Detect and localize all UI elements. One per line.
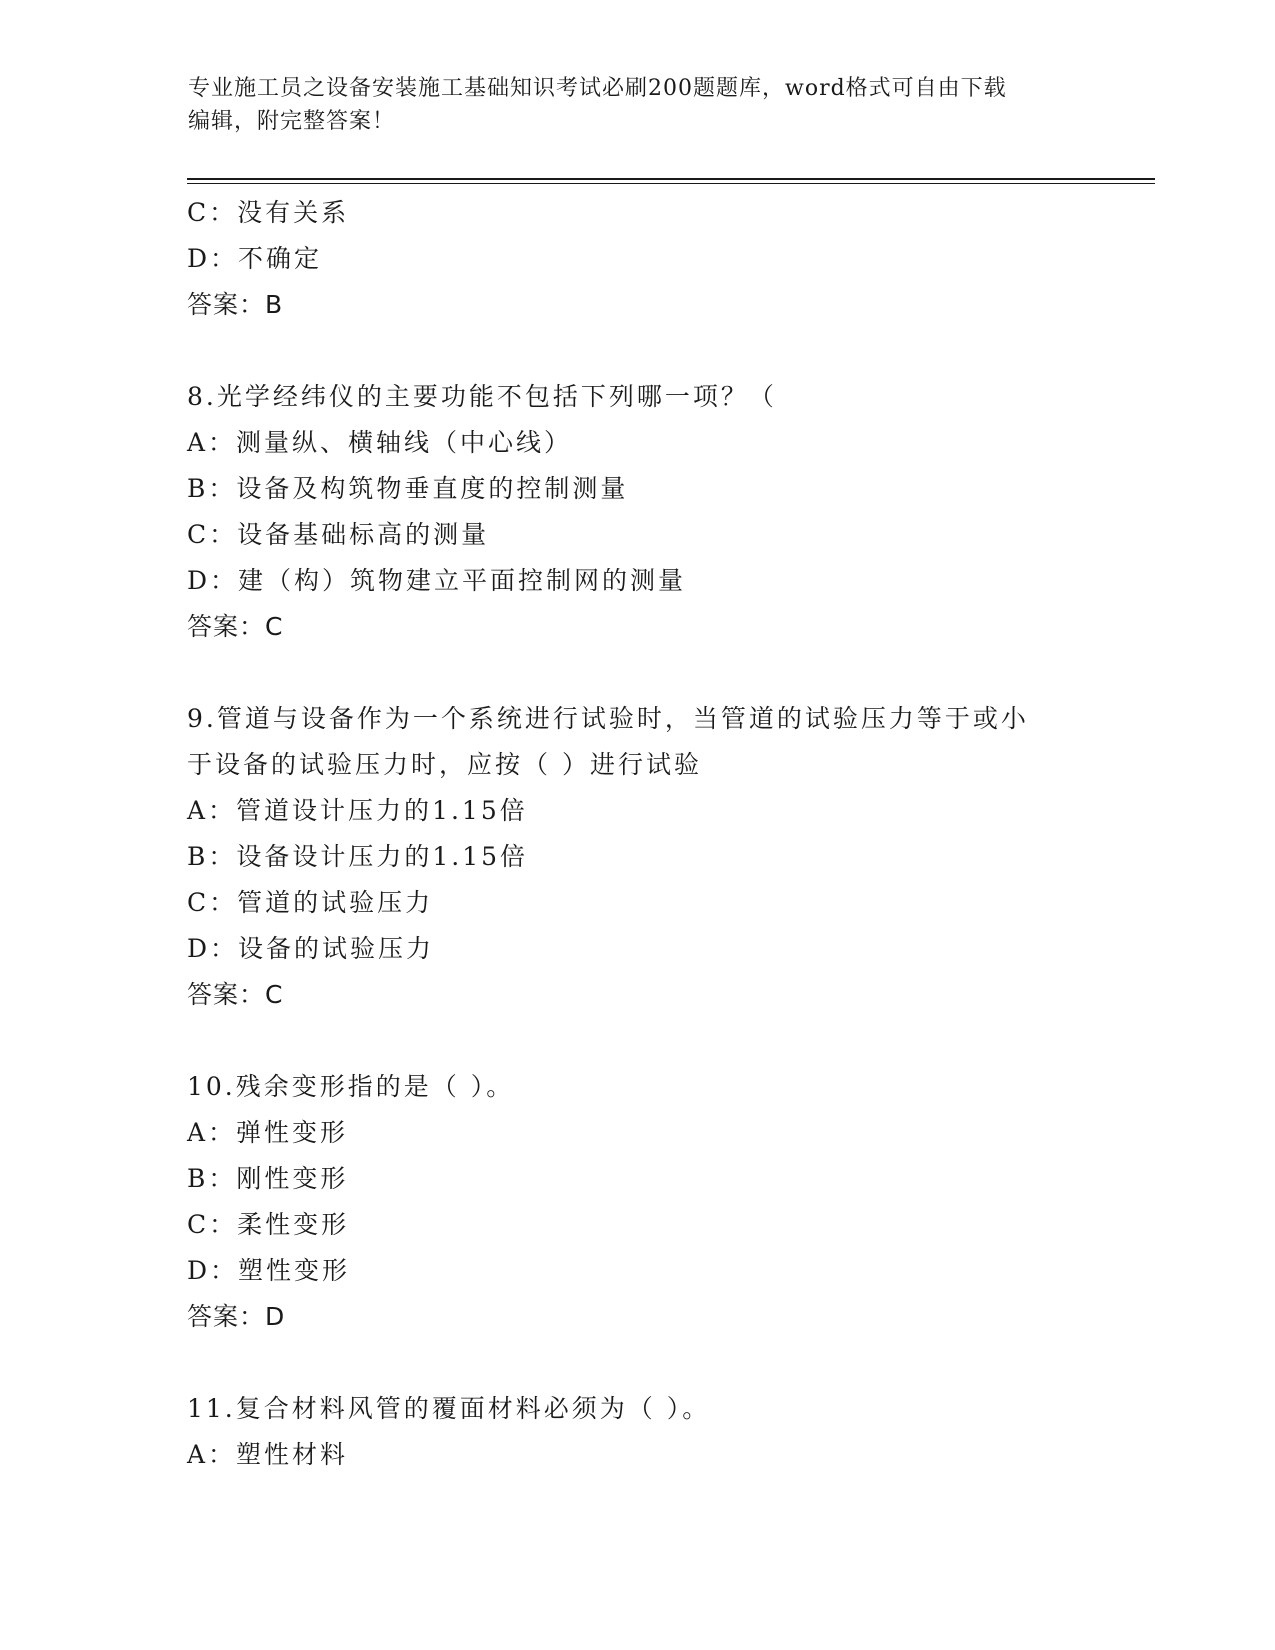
question-8-option-d: D：建（构）筑物建立平面控制网的测量 [187,566,687,595]
question-list [187,190,1127,1478]
question-11 [187,1386,1127,1478]
spacer [187,1340,1127,1386]
header-title-line-2: 编辑，附完整答案！ [188,109,396,134]
question-10-text: 10.残余变形指的是（ ）。 [187,1072,515,1101]
question-8 [187,374,1127,650]
question-10-option-a: A：弹性变形 [187,1118,349,1147]
header-rule-thin [187,183,1155,184]
question-9-option-a: A：管道设计压力的1.15倍 [187,796,528,825]
question-8-text: 8.光学经纬仪的主要功能不包括下列哪一项？（ [187,382,777,411]
question-10-option-b: B：刚性变形 [187,1164,349,1193]
question-9-option-c: C：管道的试验压力 [187,888,434,917]
question-9-option-b: B：设备设计压力的1.15倍 [187,842,529,871]
question-10-answer: 答案：D [187,1302,286,1331]
question-7-option-c: C：没有关系 [187,198,350,227]
question-11-text: 11.复合材料风管的覆面材料必须为（ ）。 [187,1394,711,1423]
question-7-answer: 答案：B [187,290,284,319]
question-9-option-d: D：设备的试验压力 [187,934,435,963]
question-9-text-line-1: 9.管道与设备作为一个系统进行试验时，当管道的试验压力等于或小 [187,704,1029,733]
question-11-option-a: A：塑性材料 [187,1440,349,1469]
header-title-line-1: 专业施工员之设备安装施工基础知识考试必刷200题题库，word格式可自由下载 [188,76,1007,101]
question-10-option-c: C：柔性变形 [187,1210,350,1239]
document-header [188,72,1068,138]
header-rule-thick [187,178,1155,180]
question-8-option-a: A：测量纵、横轴线（中心线） [187,428,573,457]
question-8-answer: 答案：C [187,612,284,641]
spacer [187,1018,1127,1064]
question-10 [187,1064,1127,1340]
question-7 [187,190,1127,328]
question-9 [187,696,1127,1018]
question-7-option-d: D：不确定 [187,244,323,273]
question-8-option-b: B：设备及构筑物垂直度的控制测量 [187,474,629,503]
spacer [187,328,1127,374]
question-8-option-c: C：设备基础标高的测量 [187,520,490,549]
question-10-option-d: D：塑性变形 [187,1256,351,1285]
spacer [187,650,1127,696]
question-9-text-line-2: 于设备的试验压力时，应按（ ）进行试验 [187,750,702,779]
question-9-answer: 答案：C [187,980,284,1009]
